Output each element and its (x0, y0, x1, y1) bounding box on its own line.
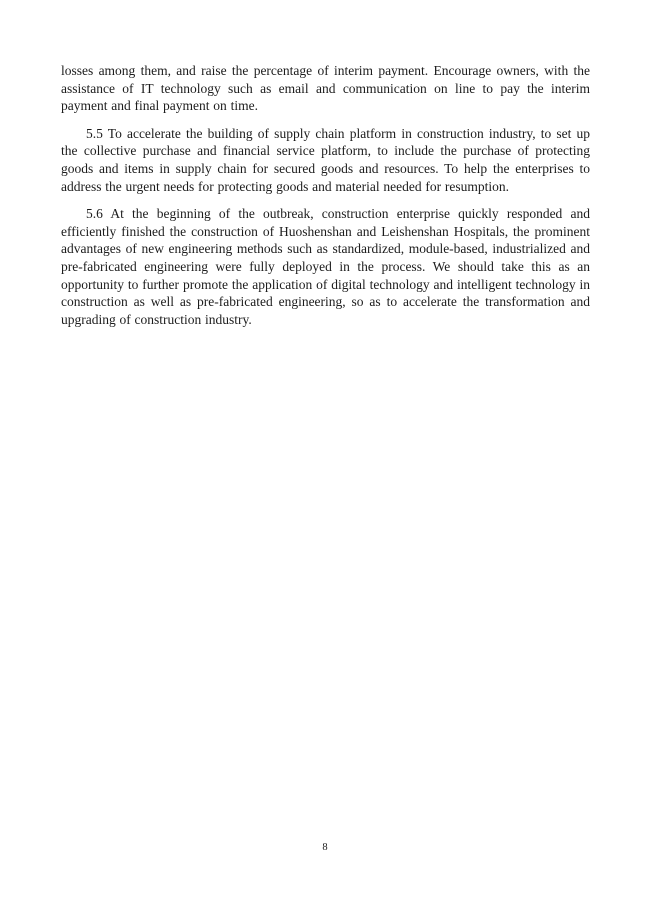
body-paragraph-5-6: 5.6 At the beginning of the outbreak, construction enterprise quickly responded and efficiently finished the construction of Huoshenshan and Leishenshan Hospitals, the prominent advantages of new engineering methods such as standardized, module-based, industrialized and pre-fabricated engineering were fully deployed in the process. We should take this as an opportunity to further promote the application of digital technology and intelligent technology in construction as well as pre-fabricated engineering, so as to accelerate the transformation and upgrading of construction industry. (61, 206, 590, 327)
page-footer (0, 837, 650, 855)
page-number: 8 (322, 842, 328, 853)
document-body (61, 62, 590, 328)
body-paragraph-continuation: losses among them, and raise the percentage of interim payment. Encourage owners, with the assistance of IT technology such as email and communication on line to pay the interim payment and final payment on time. (61, 63, 590, 114)
body-paragraph-5-5: 5.5 To accelerate the building of supply chain platform in construction industry, to set up the collective purchase and financial service platform, to include the purchase of protecting goods and items in supply chain for secured goods and resources. To help the enterprises to address the urgent needs for protecting goods and material needed for resumption. (61, 125, 590, 194)
